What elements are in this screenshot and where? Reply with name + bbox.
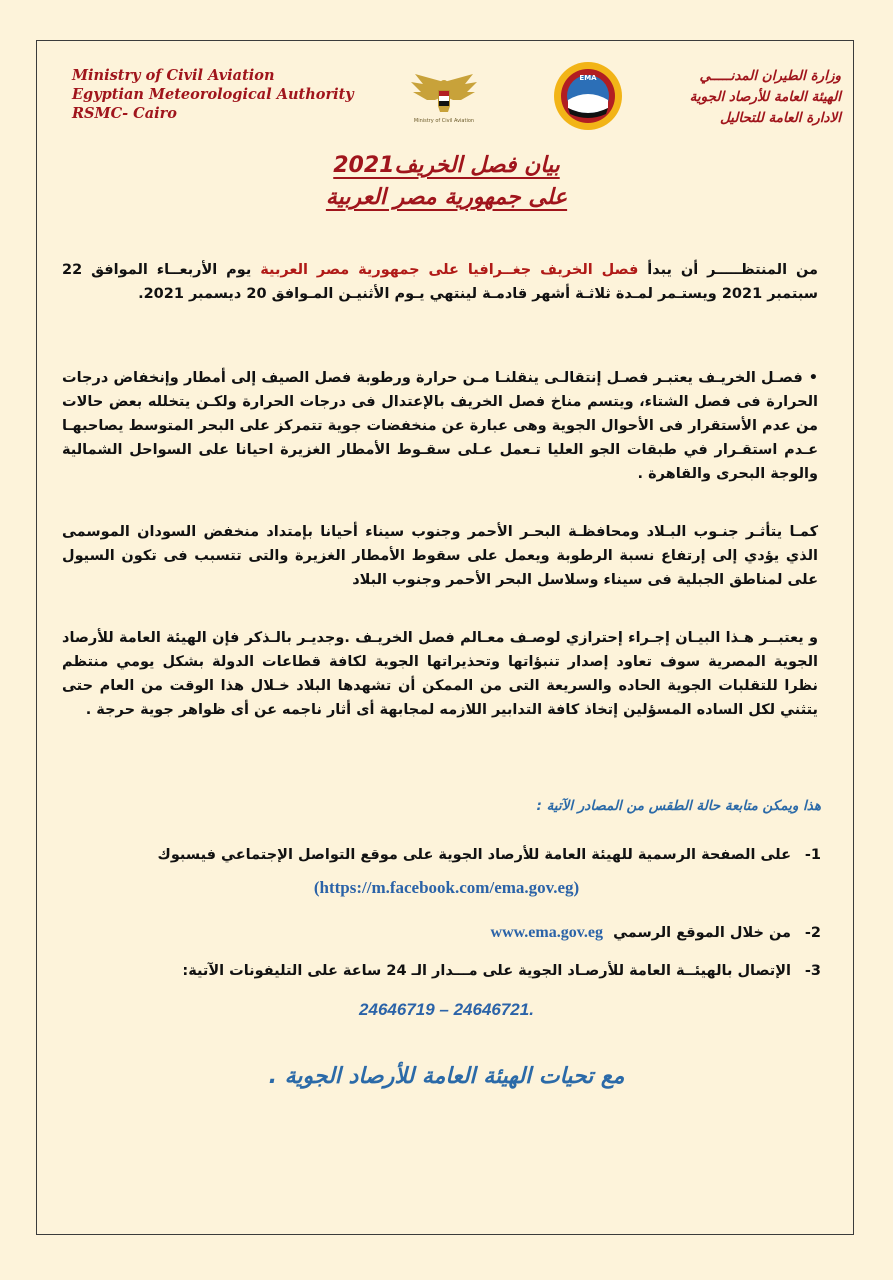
p1-dates: يوم الأربعــاء الموافق 22 سبتمبر 2021 ويستـمر لمـدة ثلاثـة أشهر قادمـة لينتهي يـوم الأثنيـن المـوافق 20 ديسمبر 2021. xyxy=(62,262,818,302)
english-header xyxy=(72,66,372,123)
statement-title xyxy=(0,150,893,214)
ministry-eagle-logo xyxy=(405,70,483,130)
paragraph-south-effects xyxy=(62,520,818,592)
p1-intro: من المنتظـــــر أن يبدأ xyxy=(638,262,818,278)
paragraph-autumn-climate xyxy=(62,366,818,486)
source-number: 2- xyxy=(804,925,821,941)
p3-text: كمـا يتأثـر جنـوب البـلاد ومحافظـة البحـر الأحمر وجنوب سيناء أحيانا بإمتداد منخفض السودان الموسمى الذي يؤدي إلى إرتفاع نسبة الرطوبة ويعمل على سقوط الأمطار الغزيرة والتى تتسبب فى تكون السيول على لمناطق الجبلية فى سيناء وسلاسل البحر الأحمر وجنوب البلاد xyxy=(62,524,818,588)
source-text: الإتصال بالهيئــة العامة للأرصـاد الجوية على مـــدار الـ 24 ساعة على التليفونات الآتية: xyxy=(182,963,791,979)
source-text: على الصفحة الرسمية للهيئة العامة للأرصاد الجوية على موقع التواصل الإجتماعي فيسبوك xyxy=(157,847,791,863)
paragraph-precaution xyxy=(62,626,818,722)
sources-intro: هذا ويمكن متابعة حالة الطقس من المصادر الآتية : xyxy=(536,798,821,814)
facebook-link-row xyxy=(0,878,893,898)
ministry-name-ar: وزارة الطيران المدنـــــي xyxy=(699,68,841,84)
p1-highlight: فصل الخريف جغــرافيا على جمهورية مصر العربية xyxy=(260,262,639,278)
ministry-name-en: Ministry of Civil Aviation xyxy=(72,67,275,84)
bullet-icon: • xyxy=(808,370,818,386)
department-name-ar: الادارة العامة للتحاليل xyxy=(719,110,841,126)
ema-logo-text: EMA xyxy=(579,74,597,82)
closing-greeting: مع تحيات الهيئة العامة للأرصاد الجوية . xyxy=(268,1064,625,1089)
p4-text: و يعتبــر هـذا البيـان إجـراء إحترازي لوصـف معـالم فصل الخريـف .وجديـر بالـذكر فإن الهيئة العامة للأرصاد الجوية المصرية سوف تعاود إصدار تنبؤاتها وتحذيراتها الجوية لكافة قطاعات الدولة بشكل يومي منتظم نظرا للتقلبات الجوية الحاده والسريعة التى من الممكن أن تشهدها البلاد خـلال هذا الوقت من العام حتى يتثني لكل الساده المسؤلين إتخاذ كافة التدابير اللازمه لمجابهة أى أثار ناجمه عن أى ظواهر جوية حرجة . xyxy=(62,630,818,718)
rsmc-name-en: RSMC- Cairo xyxy=(72,105,177,122)
authority-name-en: Egyptian Meteorological Authority xyxy=(72,86,354,103)
paragraph-autumn-start xyxy=(62,258,818,306)
source-text: من خلال الموقع الرسمي xyxy=(613,925,791,941)
phone-numbers: 24646719 – 24646721. xyxy=(359,1000,534,1019)
source-item-facebook xyxy=(121,844,821,866)
p2-text: فصـل الخريـف يعتبـر فصـل إنتقالـى ينقلنـا مـن حرارة ورطوبة فصل الصيف إلى أمطار وإنخفاض درجات الحرارة فى فصل الشتاء، ويتسم مناخ فصل الخريف بالإعتدال فى درجات الحرارة ولكـن يتخلله بعض حالات من عدم الأستقرار فى الأحوال الجوية وهى عبارة عن منخفضات جوية تتمركز على البحر المتوسط يصاحبهـا عـدم استقـرار في طبقات الجو العليا تـعمل عـلى سقـوط الأمطار الغزيرة احيانا على السواحل الشمالية والوجة البحرى والقاهرة . xyxy=(62,370,818,482)
arabic-header xyxy=(581,66,841,129)
source-number: 1- xyxy=(804,847,821,863)
ministry-logo-caption: Ministry of Civil Aviation xyxy=(413,118,475,124)
authority-name-ar: الهيئة العامة للأرصاد الجوية xyxy=(689,89,841,105)
title-line-1: بيان فصل الخريف2021 xyxy=(333,153,560,178)
website-link[interactable]: www.ema.gov.eg xyxy=(490,924,603,941)
source-number: 3- xyxy=(804,963,821,979)
source-item-phones xyxy=(121,960,821,982)
facebook-link[interactable]: (https://m.facebook.com/ema.gov.eg) xyxy=(313,878,580,897)
source-item-website xyxy=(121,922,821,944)
title-line-2: على جمهورية مصر العربية xyxy=(325,185,568,210)
